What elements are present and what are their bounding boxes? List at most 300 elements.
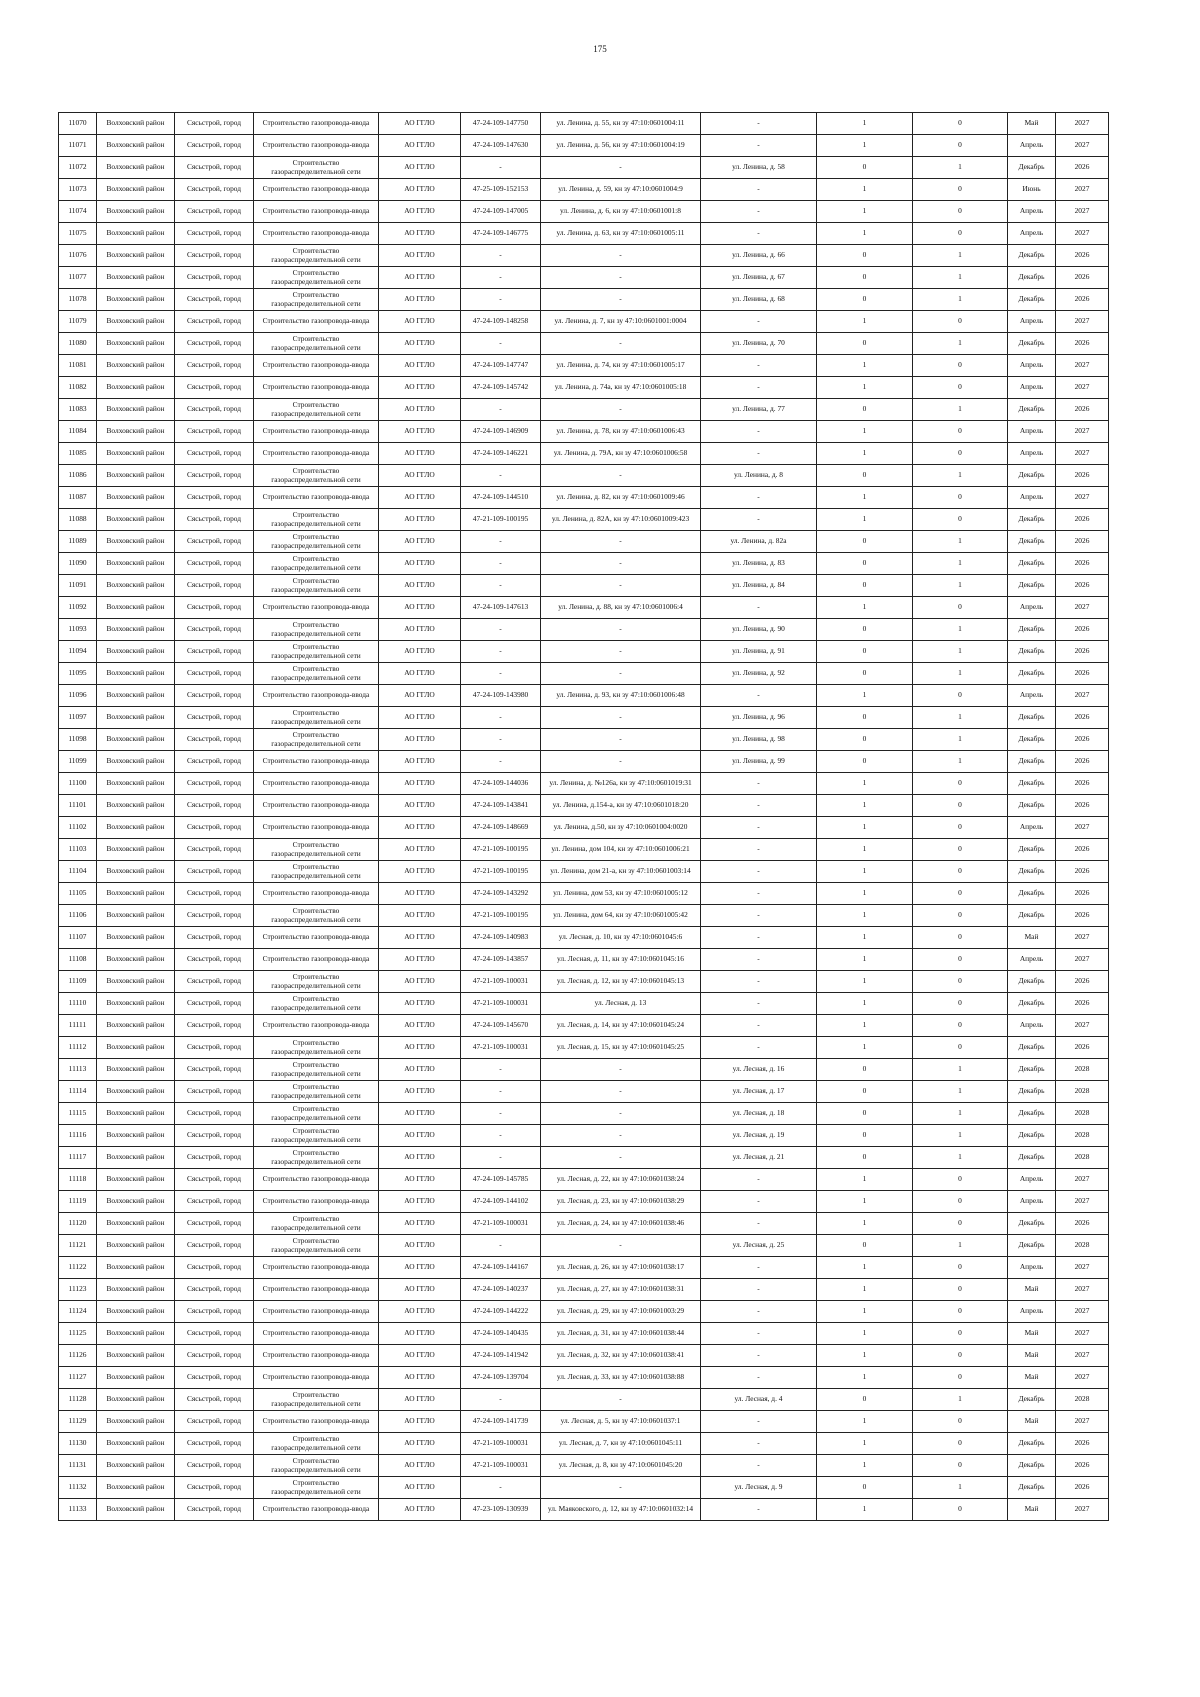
cadastral-address-cell: - [541, 465, 701, 487]
year-cell: 2027 [1056, 355, 1109, 377]
settlement-cell: Сясьстрой, город [175, 839, 254, 861]
row-number-cell: 11119 [59, 1191, 97, 1213]
cadastral-address-cell: - [541, 1081, 701, 1103]
application-number-cell: 47-24-109-148669 [461, 817, 541, 839]
table-row [59, 1411, 1109, 1433]
application-number-cell: 47-24-109-141739 [461, 1411, 541, 1433]
network-address-cell: ул. Ленина, д. 96 [701, 707, 817, 729]
cadastral-address-cell: ул. Лесная, д. 8, кн зу 47:10:0601045:20 [541, 1455, 701, 1477]
application-number-cell: - [461, 465, 541, 487]
application-number-cell: - [461, 1059, 541, 1081]
count-network-cell: 0 [913, 487, 1008, 509]
settlement-cell: Сясьстрой, город [175, 311, 254, 333]
network-address-cell: ул. Лесная, д. 4 [701, 1389, 817, 1411]
table-row [59, 355, 1109, 377]
application-number-cell: 47-24-109-145742 [461, 377, 541, 399]
month-cell: Декабрь [1008, 619, 1056, 641]
count-network-cell: 0 [913, 1455, 1008, 1477]
count-inputs-cell: 1 [817, 1169, 913, 1191]
district-cell: Волховский район [97, 773, 175, 795]
month-cell: Декабрь [1008, 157, 1056, 179]
count-network-cell: 1 [913, 751, 1008, 773]
organization-cell: АО ГГЛО [379, 1345, 461, 1367]
year-cell: 2028 [1056, 1081, 1109, 1103]
row-number-cell: 11113 [59, 1059, 97, 1081]
cadastral-address-cell: ул. Лесная, д. 15, кн зу 47:10:0601045:25 [541, 1037, 701, 1059]
table-row [59, 399, 1109, 421]
district-cell: Волховский район [97, 267, 175, 289]
work-type-cell: Строительство газораспределительной сети [254, 1235, 379, 1257]
month-cell: Декабрь [1008, 465, 1056, 487]
network-address-cell: - [701, 201, 817, 223]
application-number-cell: 47-24-109-143292 [461, 883, 541, 905]
count-network-cell: 0 [913, 1367, 1008, 1389]
application-number-cell: 47-24-109-141942 [461, 1345, 541, 1367]
organization-cell: АО ГГЛО [379, 1015, 461, 1037]
month-cell: Декабрь [1008, 1147, 1056, 1169]
count-inputs-cell: 0 [817, 641, 913, 663]
settlement-cell: Сясьстрой, город [175, 355, 254, 377]
count-inputs-cell: 0 [817, 1235, 913, 1257]
year-cell: 2027 [1056, 1323, 1109, 1345]
table-row [59, 905, 1109, 927]
table-row [59, 839, 1109, 861]
count-network-cell: 1 [913, 245, 1008, 267]
month-cell: Декабрь [1008, 751, 1056, 773]
network-address-cell: - [701, 883, 817, 905]
count-inputs-cell: 1 [817, 443, 913, 465]
row-number-cell: 11107 [59, 927, 97, 949]
count-inputs-cell: 1 [817, 883, 913, 905]
network-address-cell: - [701, 839, 817, 861]
year-cell: 2027 [1056, 1015, 1109, 1037]
year-cell: 2026 [1056, 553, 1109, 575]
cadastral-address-cell: - [541, 157, 701, 179]
work-type-cell: Строительство газопровода-ввода [254, 377, 379, 399]
row-number-cell: 11082 [59, 377, 97, 399]
count-inputs-cell: 0 [817, 553, 913, 575]
table-row [59, 487, 1109, 509]
application-number-cell: - [461, 729, 541, 751]
count-network-cell: 0 [913, 839, 1008, 861]
cadastral-address-cell: ул. Лесная, д. 13 [541, 993, 701, 1015]
count-inputs-cell: 1 [817, 311, 913, 333]
count-network-cell: 0 [913, 1301, 1008, 1323]
organization-cell: АО ГГЛО [379, 971, 461, 993]
year-cell: 2026 [1056, 531, 1109, 553]
network-address-cell: ул. Лесная, д. 21 [701, 1147, 817, 1169]
organization-cell: АО ГГЛО [379, 1059, 461, 1081]
application-number-cell: - [461, 619, 541, 641]
month-cell: Декабрь [1008, 333, 1056, 355]
district-cell: Волховский район [97, 1103, 175, 1125]
table-row [59, 1015, 1109, 1037]
row-number-cell: 11129 [59, 1411, 97, 1433]
application-number-cell: 47-24-109-148258 [461, 311, 541, 333]
work-type-cell: Строительство газораспределительной сети [254, 861, 379, 883]
cadastral-address-cell: - [541, 399, 701, 421]
network-address-cell: ул. Ленина, д. 58 [701, 157, 817, 179]
year-cell: 2027 [1056, 685, 1109, 707]
cadastral-address-cell: - [541, 1125, 701, 1147]
count-network-cell: 1 [913, 553, 1008, 575]
settlement-cell: Сясьстрой, город [175, 817, 254, 839]
year-cell: 2026 [1056, 971, 1109, 993]
count-inputs-cell: 1 [817, 1411, 913, 1433]
settlement-cell: Сясьстрой, город [175, 883, 254, 905]
table-row [59, 509, 1109, 531]
row-number-cell: 11127 [59, 1367, 97, 1389]
district-cell: Волховский район [97, 399, 175, 421]
district-cell: Волховский район [97, 707, 175, 729]
count-inputs-cell: 0 [817, 1389, 913, 1411]
organization-cell: АО ГГЛО [379, 619, 461, 641]
row-number-cell: 11095 [59, 663, 97, 685]
application-number-cell: 47-24-109-145785 [461, 1169, 541, 1191]
district-cell: Волховский район [97, 993, 175, 1015]
organization-cell: АО ГГЛО [379, 1213, 461, 1235]
cadastral-address-cell: ул. Ленина, д. 55, кн зу 47:10:0601004:11 [541, 113, 701, 135]
table-row [59, 267, 1109, 289]
row-number-cell: 11078 [59, 289, 97, 311]
table-row [59, 223, 1109, 245]
row-number-cell: 11086 [59, 465, 97, 487]
count-inputs-cell: 1 [817, 1257, 913, 1279]
count-inputs-cell: 1 [817, 1433, 913, 1455]
count-inputs-cell: 1 [817, 201, 913, 223]
settlement-cell: Сясьстрой, город [175, 927, 254, 949]
work-type-cell: Строительство газораспределительной сети [254, 1037, 379, 1059]
month-cell: Декабрь [1008, 531, 1056, 553]
table-row [59, 795, 1109, 817]
month-cell: Декабрь [1008, 839, 1056, 861]
district-cell: Волховский район [97, 1147, 175, 1169]
row-number-cell: 11106 [59, 905, 97, 927]
organization-cell: АО ГГЛО [379, 817, 461, 839]
cadastral-address-cell: ул. Лесная, д. 7, кн зу 47:10:0601045:11 [541, 1433, 701, 1455]
work-type-cell: Строительство газопровода-ввода [254, 487, 379, 509]
month-cell: Декабрь [1008, 905, 1056, 927]
table-row [59, 927, 1109, 949]
settlement-cell: Сясьстрой, город [175, 1257, 254, 1279]
settlement-cell: Сясьстрой, город [175, 1367, 254, 1389]
count-inputs-cell: 0 [817, 333, 913, 355]
work-type-cell: Строительство газораспределительной сети [254, 553, 379, 575]
work-type-cell: Строительство газораспределительной сети [254, 1455, 379, 1477]
district-cell: Волховский район [97, 1455, 175, 1477]
district-cell: Волховский район [97, 1059, 175, 1081]
count-inputs-cell: 1 [817, 905, 913, 927]
work-type-cell: Строительство газопровода-ввода [254, 927, 379, 949]
row-number-cell: 11075 [59, 223, 97, 245]
month-cell: Декабрь [1008, 1477, 1056, 1499]
application-number-cell: 47-24-109-145670 [461, 1015, 541, 1037]
network-address-cell: ул. Лесная, д. 17 [701, 1081, 817, 1103]
count-inputs-cell: 1 [817, 1037, 913, 1059]
organization-cell: АО ГГЛО [379, 1301, 461, 1323]
application-number-cell: 47-21-109-100031 [461, 1433, 541, 1455]
organization-cell: АО ГГЛО [379, 597, 461, 619]
organization-cell: АО ГГЛО [379, 1499, 461, 1521]
district-cell: Волховский район [97, 245, 175, 267]
work-type-cell: Строительство газораспределительной сети [254, 641, 379, 663]
count-network-cell: 0 [913, 1433, 1008, 1455]
network-address-cell: ул. Ленина, д. 70 [701, 333, 817, 355]
work-type-cell: Строительство газораспределительной сети [254, 509, 379, 531]
table-row [59, 1499, 1109, 1521]
district-cell: Волховский район [97, 311, 175, 333]
application-number-cell: - [461, 1081, 541, 1103]
table-row [59, 553, 1109, 575]
count-inputs-cell: 1 [817, 861, 913, 883]
work-type-cell: Строительство газопровода-ввода [254, 443, 379, 465]
cadastral-address-cell: ул. Ленина, д. 6, кн зу 47:10:0601001:8 [541, 201, 701, 223]
district-cell: Волховский район [97, 113, 175, 135]
table-row [59, 1257, 1109, 1279]
work-type-cell: Строительство газораспределительной сети [254, 663, 379, 685]
table-row [59, 971, 1109, 993]
year-cell: 2026 [1056, 1213, 1109, 1235]
settlement-cell: Сясьстрой, город [175, 1147, 254, 1169]
count-network-cell: 1 [913, 1059, 1008, 1081]
row-number-cell: 11108 [59, 949, 97, 971]
count-network-cell: 1 [913, 1081, 1008, 1103]
count-inputs-cell: 0 [817, 1081, 913, 1103]
row-number-cell: 11071 [59, 135, 97, 157]
count-inputs-cell: 1 [817, 1499, 913, 1521]
count-inputs-cell: 0 [817, 1147, 913, 1169]
row-number-cell: 11115 [59, 1103, 97, 1125]
cadastral-address-cell: ул. Ленина, д. 82А, кн зу 47:10:0601009:423 [541, 509, 701, 531]
work-type-cell: Строительство газораспределительной сети [254, 267, 379, 289]
count-network-cell: 1 [913, 575, 1008, 597]
table-row [59, 1345, 1109, 1367]
year-cell: 2026 [1056, 333, 1109, 355]
cadastral-address-cell: ул. Лесная, д. 29, кн зу 47:10:0601003:29 [541, 1301, 701, 1323]
settlement-cell: Сясьстрой, город [175, 729, 254, 751]
year-cell: 2028 [1056, 1059, 1109, 1081]
count-inputs-cell: 0 [817, 575, 913, 597]
cadastral-address-cell: ул. Лесная, д. 11, кн зу 47:10:0601045:16 [541, 949, 701, 971]
count-inputs-cell: 1 [817, 1301, 913, 1323]
month-cell: Декабрь [1008, 1235, 1056, 1257]
organization-cell: АО ГГЛО [379, 795, 461, 817]
district-cell: Волховский район [97, 1279, 175, 1301]
work-type-cell: Строительство газораспределительной сети [254, 157, 379, 179]
work-type-cell: Строительство газопровода-ввода [254, 773, 379, 795]
settlement-cell: Сясьстрой, город [175, 1279, 254, 1301]
count-network-cell: 0 [913, 377, 1008, 399]
count-inputs-cell: 0 [817, 1125, 913, 1147]
work-type-cell: Строительство газораспределительной сети [254, 1477, 379, 1499]
organization-cell: АО ГГЛО [379, 1477, 461, 1499]
network-address-cell: - [701, 135, 817, 157]
organization-cell: АО ГГЛО [379, 267, 461, 289]
table-row [59, 421, 1109, 443]
application-number-cell: 47-24-109-140435 [461, 1323, 541, 1345]
month-cell: Апрель [1008, 1015, 1056, 1037]
organization-cell: АО ГГЛО [379, 201, 461, 223]
network-address-cell: - [701, 179, 817, 201]
organization-cell: АО ГГЛО [379, 157, 461, 179]
row-number-cell: 11094 [59, 641, 97, 663]
settlement-cell: Сясьстрой, город [175, 1301, 254, 1323]
table-row [59, 1235, 1109, 1257]
application-number-cell: - [461, 707, 541, 729]
district-cell: Волховский район [97, 1367, 175, 1389]
cadastral-address-cell: - [541, 1389, 701, 1411]
count-inputs-cell: 0 [817, 267, 913, 289]
district-cell: Волховский район [97, 465, 175, 487]
year-cell: 2027 [1056, 597, 1109, 619]
row-number-cell: 11102 [59, 817, 97, 839]
network-address-cell: - [701, 421, 817, 443]
count-inputs-cell: 1 [817, 113, 913, 135]
application-number-cell: - [461, 663, 541, 685]
settlement-cell: Сясьстрой, город [175, 949, 254, 971]
month-cell: Декабрь [1008, 399, 1056, 421]
count-inputs-cell: 1 [817, 817, 913, 839]
work-type-cell: Строительство газопровода-ввода [254, 201, 379, 223]
cadastral-address-cell: - [541, 1147, 701, 1169]
count-network-cell: 0 [913, 1279, 1008, 1301]
table-row [59, 949, 1109, 971]
district-cell: Волховский район [97, 751, 175, 773]
count-network-cell: 0 [913, 1345, 1008, 1367]
district-cell: Волховский район [97, 443, 175, 465]
count-network-cell: 1 [913, 663, 1008, 685]
month-cell: Апрель [1008, 1257, 1056, 1279]
cadastral-address-cell: ул. Маяковского, д. 12, кн зу 47:10:0601032:14 [541, 1499, 701, 1521]
count-network-cell: 0 [913, 355, 1008, 377]
settlement-cell: Сясьстрой, город [175, 245, 254, 267]
organization-cell: АО ГГЛО [379, 421, 461, 443]
district-cell: Волховский район [97, 817, 175, 839]
settlement-cell: Сясьстрой, город [175, 1125, 254, 1147]
count-inputs-cell: 1 [817, 597, 913, 619]
work-type-cell: Строительство газопровода-ввода [254, 751, 379, 773]
row-number-cell: 11091 [59, 575, 97, 597]
network-address-cell: - [701, 927, 817, 949]
district-cell: Волховский район [97, 553, 175, 575]
count-network-cell: 0 [913, 135, 1008, 157]
count-network-cell: 0 [913, 1257, 1008, 1279]
organization-cell: АО ГГЛО [379, 223, 461, 245]
month-cell: Апрель [1008, 597, 1056, 619]
table-row [59, 1081, 1109, 1103]
year-cell: 2028 [1056, 1125, 1109, 1147]
network-address-cell: - [701, 795, 817, 817]
organization-cell: АО ГГЛО [379, 553, 461, 575]
table-row [59, 861, 1109, 883]
cadastral-address-cell: ул. Лесная, д. 32, кн зу 47:10:0601038:41 [541, 1345, 701, 1367]
network-address-cell: ул. Ленина, д. 8 [701, 465, 817, 487]
count-network-cell: 0 [913, 443, 1008, 465]
count-inputs-cell: 1 [817, 179, 913, 201]
network-address-cell: - [701, 1191, 817, 1213]
cadastral-address-cell: ул. Ленина, д. №126а, кн зу 47:10:0601019:31 [541, 773, 701, 795]
table-row [59, 817, 1109, 839]
month-cell: Декабрь [1008, 883, 1056, 905]
count-network-cell: 0 [913, 113, 1008, 135]
district-cell: Волховский район [97, 333, 175, 355]
cadastral-address-cell: ул. Ленина, д. 74, кн зу 47:10:0601005:17 [541, 355, 701, 377]
count-inputs-cell: 1 [817, 223, 913, 245]
year-cell: 2027 [1056, 443, 1109, 465]
settlement-cell: Сясьстрой, город [175, 707, 254, 729]
work-type-cell: Строительство газопровода-ввода [254, 311, 379, 333]
work-type-cell: Строительство газопровода-ввода [254, 817, 379, 839]
organization-cell: АО ГГЛО [379, 1411, 461, 1433]
count-inputs-cell: 1 [817, 993, 913, 1015]
row-number-cell: 11076 [59, 245, 97, 267]
application-number-cell: 47-24-109-147750 [461, 113, 541, 135]
work-type-cell: Строительство газопровода-ввода [254, 1499, 379, 1521]
row-number-cell: 11096 [59, 685, 97, 707]
cadastral-address-cell: - [541, 1103, 701, 1125]
district-cell: Волховский район [97, 1389, 175, 1411]
work-type-cell: Строительство газопровода-ввода [254, 1279, 379, 1301]
table-row [59, 1301, 1109, 1323]
cadastral-address-cell: - [541, 289, 701, 311]
row-number-cell: 11101 [59, 795, 97, 817]
network-address-cell: - [701, 1411, 817, 1433]
cadastral-address-cell: ул. Ленина, д.154-а, кн зу 47:10:0601018:20 [541, 795, 701, 817]
work-type-cell: Строительство газораспределительной сети [254, 333, 379, 355]
table-row [59, 113, 1109, 135]
district-cell: Волховский район [97, 509, 175, 531]
district-cell: Волховский район [97, 971, 175, 993]
application-number-cell: 47-24-109-144102 [461, 1191, 541, 1213]
district-cell: Волховский район [97, 1257, 175, 1279]
district-cell: Волховский район [97, 487, 175, 509]
row-number-cell: 11126 [59, 1345, 97, 1367]
count-network-cell: 1 [913, 619, 1008, 641]
network-address-cell: ул. Ленина, д. 90 [701, 619, 817, 641]
month-cell: Апрель [1008, 443, 1056, 465]
row-number-cell: 11133 [59, 1499, 97, 1521]
application-number-cell: 47-21-109-100195 [461, 509, 541, 531]
month-cell: Апрель [1008, 201, 1056, 223]
work-type-cell: Строительство газораспределительной сети [254, 1081, 379, 1103]
work-type-cell: Строительство газораспределительной сети [254, 619, 379, 641]
month-cell: Декабрь [1008, 289, 1056, 311]
work-type-cell: Строительство газопровода-ввода [254, 135, 379, 157]
network-address-cell: ул. Ленина, д. 66 [701, 245, 817, 267]
application-number-cell: 47-24-109-143980 [461, 685, 541, 707]
month-cell: Май [1008, 1411, 1056, 1433]
network-address-cell: ул. Лесная, д. 9 [701, 1477, 817, 1499]
row-number-cell: 11084 [59, 421, 97, 443]
row-number-cell: 11080 [59, 333, 97, 355]
count-network-cell: 1 [913, 1125, 1008, 1147]
district-cell: Волховский район [97, 1433, 175, 1455]
month-cell: Декабрь [1008, 971, 1056, 993]
application-number-cell: - [461, 1389, 541, 1411]
cadastral-address-cell: ул. Ленина, д. 79А, кн зу 47:10:0601006:58 [541, 443, 701, 465]
table-row [59, 201, 1109, 223]
organization-cell: АО ГГЛО [379, 1389, 461, 1411]
count-inputs-cell: 1 [817, 949, 913, 971]
network-address-cell: ул. Ленина, д. 83 [701, 553, 817, 575]
table-row [59, 1455, 1109, 1477]
settlement-cell: Сясьстрой, город [175, 575, 254, 597]
table-row [59, 245, 1109, 267]
settlement-cell: Сясьстрой, город [175, 1477, 254, 1499]
application-number-cell: 47-24-109-146909 [461, 421, 541, 443]
count-network-cell: 0 [913, 795, 1008, 817]
year-cell: 2027 [1056, 1301, 1109, 1323]
